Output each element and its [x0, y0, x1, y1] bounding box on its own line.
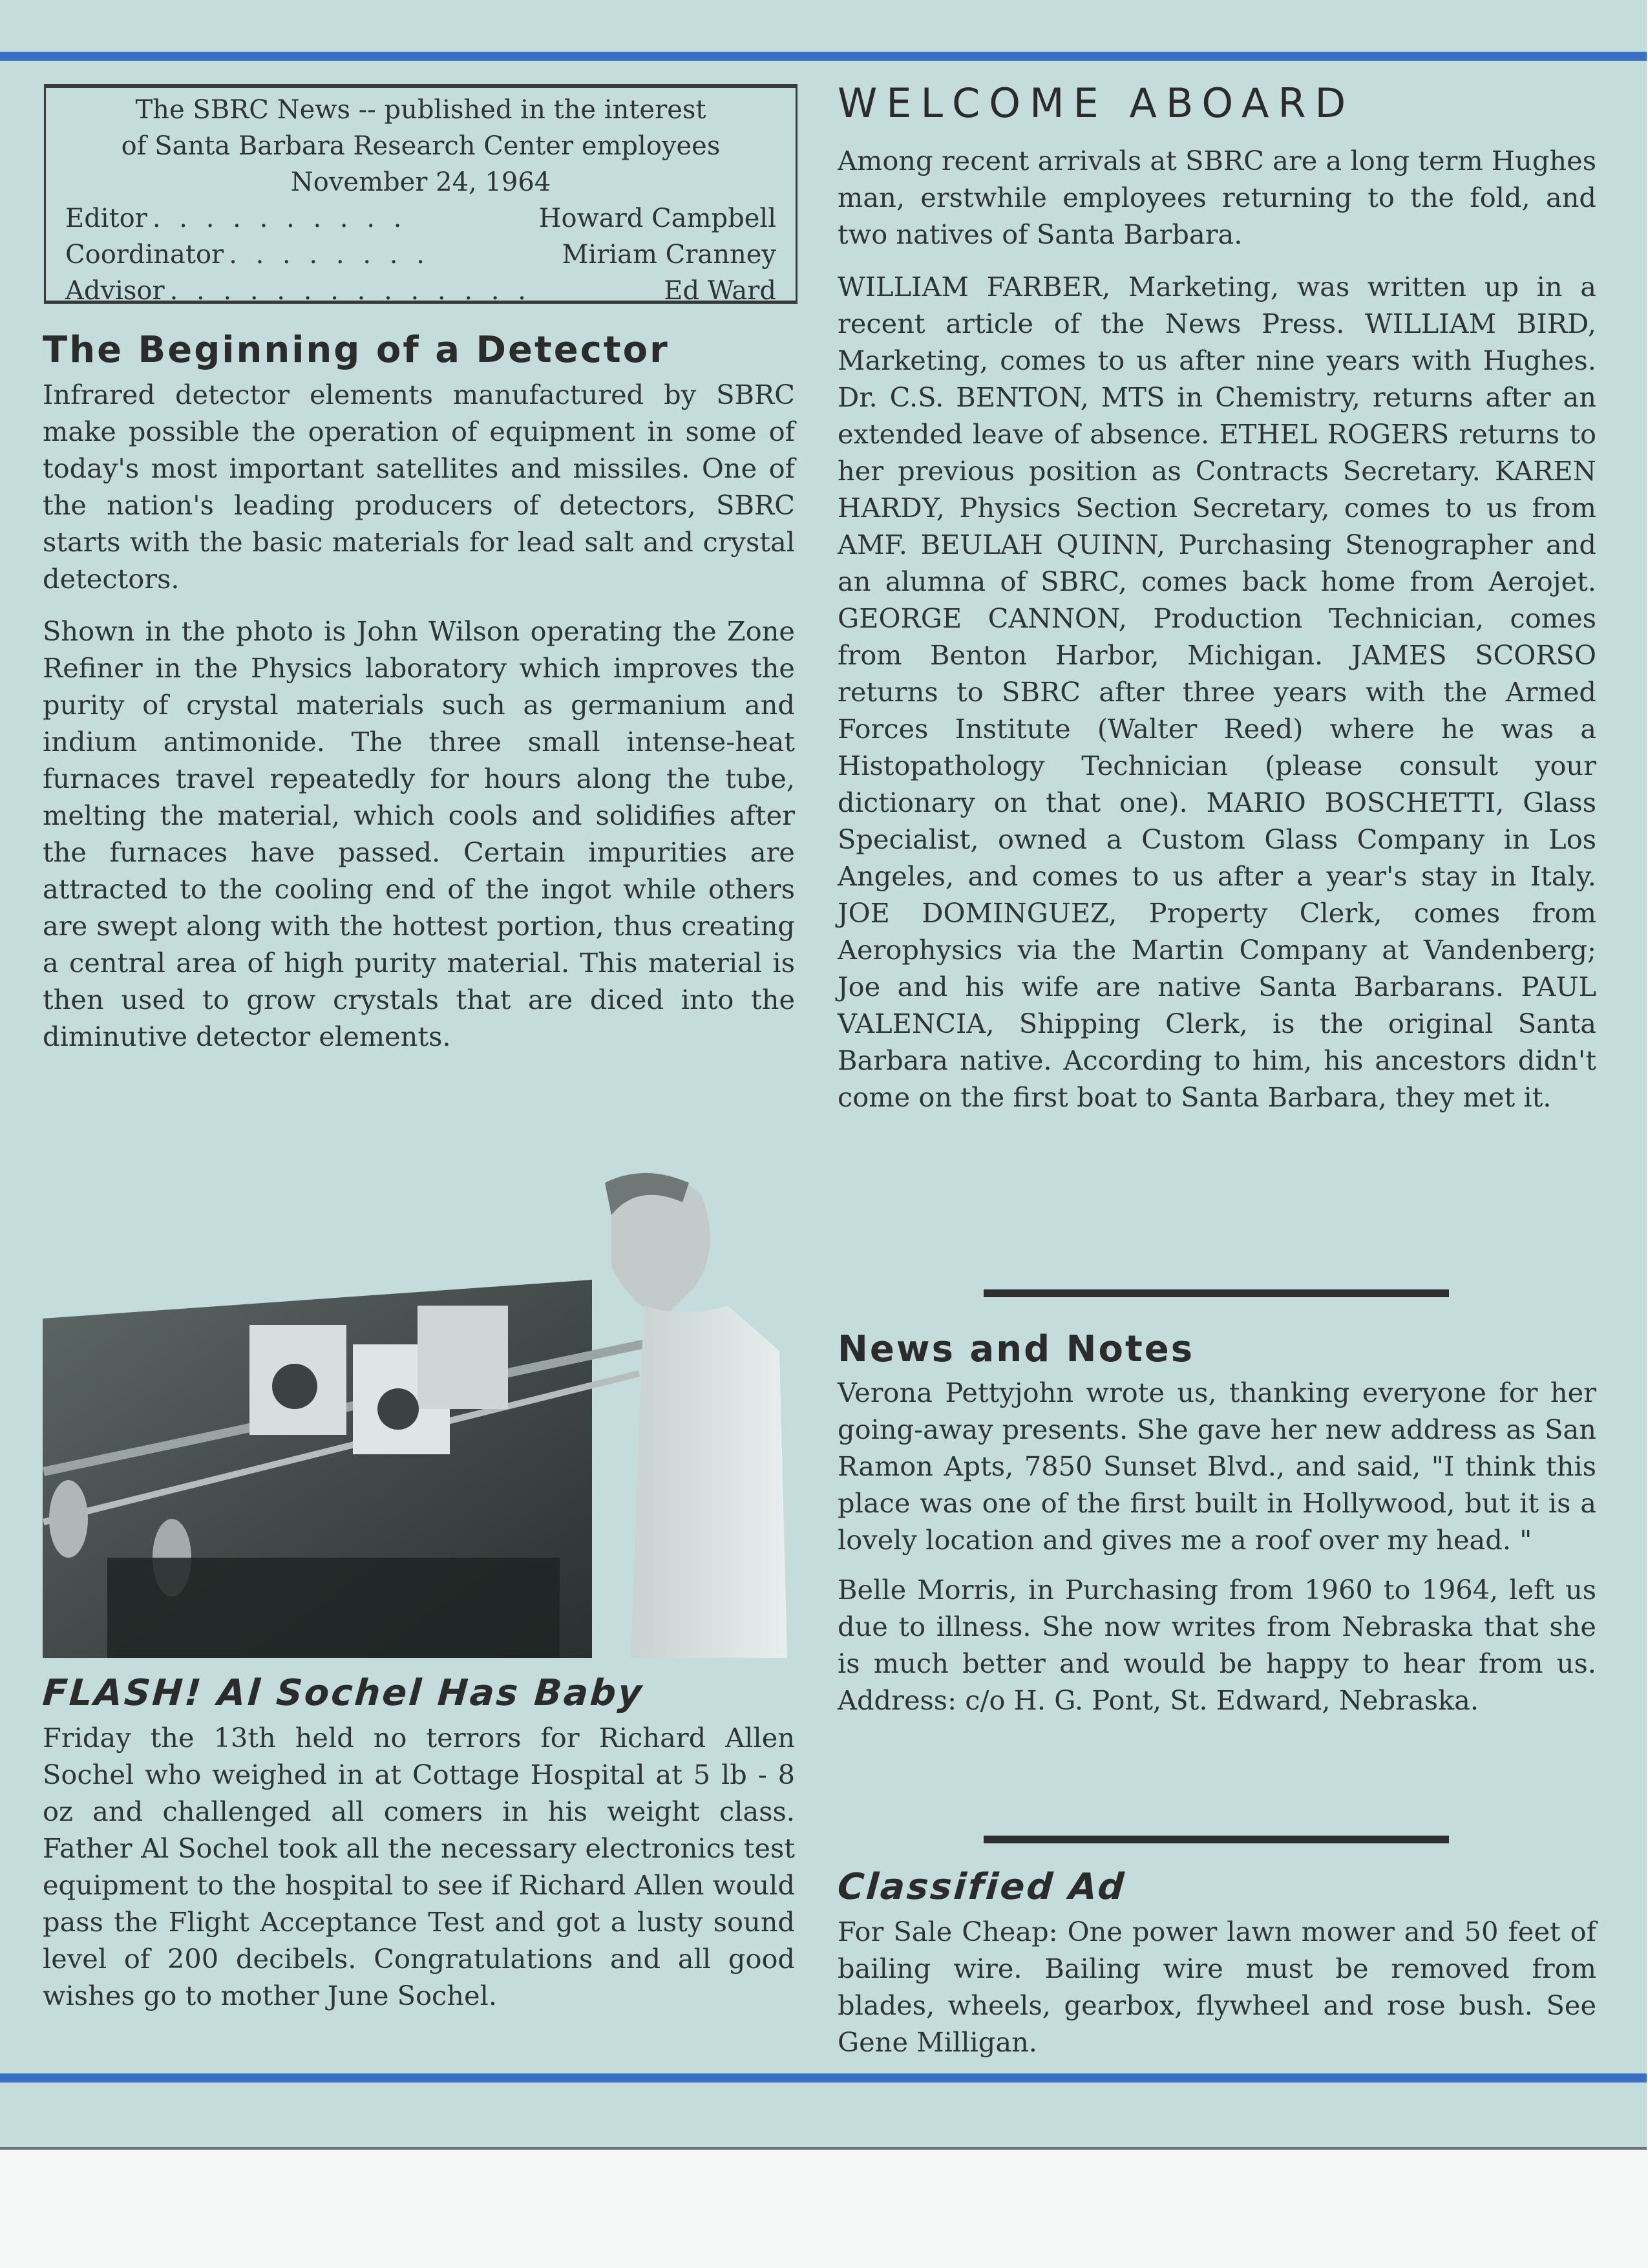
detector-article — [43, 324, 795, 1055]
zone-refiner-photo — [43, 1157, 787, 1658]
bottom-blue-rule — [0, 2073, 1647, 2083]
staff-row-editor — [65, 200, 776, 237]
staff-role: Editor — [65, 204, 147, 233]
leader-dots: . . . . . . . . . . . . . . — [169, 276, 531, 306]
detector-article-title: The Beginning of a Detector — [43, 329, 670, 371]
classified-title: Classified Ad — [836, 1866, 1128, 1908]
operator-lab-coat — [631, 1306, 787, 1658]
flash-article — [43, 1668, 795, 2014]
masthead-box — [44, 84, 798, 304]
classified-body: For Sale Cheap: One power lawn mower and 50 feet of bailing wire. Bailing wire must be removed from blades, wheels, gearbox, flywheel and rose bush. See Gene Milligan. — [838, 1916, 1596, 2058]
leader-dots: . . . . . . . . . . — [152, 204, 407, 233]
classified-article — [838, 1861, 1596, 2061]
section-divider-2 — [984, 1836, 1449, 1843]
detector-paragraph-2: Shown in the photo is John Wilson operating the Zone Refiner in the Physics laboratory which improves the purity of crystal materials such as germanium and indium antimonide. The three small intense-heat furnaces travel repeatedly for hours along the tube, melting the material, which cools and solidifies after the furnaces have passed. Certain impurities are attracted to the cooling end of the ingot while others are swept along with the hottest portion, thus creating a central area of high purity material. This material is then used to grow crystals that are diced into the diminutive detector elements. — [43, 615, 795, 1052]
staff-name: Ed Ward — [664, 276, 776, 306]
masthead-line-2: of Santa Barbara Research Center employees — [121, 131, 721, 161]
staff-role: Coordinator — [65, 240, 224, 270]
staff-role: Advisor — [65, 276, 165, 306]
staff-row-coordinator — [65, 237, 776, 273]
masthead-date: November 24, 1964 — [290, 167, 551, 197]
flash-article-title: FLASH! Al Sochel Has Baby — [41, 1672, 645, 1714]
furnace-3 — [417, 1306, 508, 1409]
leader-dots: . . . . . . . . — [229, 240, 430, 270]
news-notes-article — [838, 1325, 1596, 1719]
flash-article-body: Friday the 13th held no terrors for Richard Allen Sochel who weighed in at Cottage Hospital at 5 lb - 8 oz and challenged all comers in his weight class. Father Al Sochel took all the necessary electronics test equipment to the hospital to see if Richard Allen would pass the Flight Acceptance Test and got a lusty sound level of 200 decibels. Congratulations and all good wishes go to mother June Sochel. — [43, 1722, 795, 2011]
masthead-line-1: The SBRC News -- published in the interest — [135, 95, 706, 125]
welcome-paragraph-1: Among recent arrivals at SBRC are a long term Hughes man, erstwhile employees returning to the fold, and two natives of Santa Barbara. — [838, 145, 1596, 250]
news-notes-paragraph-1: Verona Pettyjohn wrote us, thanking everyone for her going-away presents. She gave her new address as San Ramon Apts, 7850 Sunset Blvd., and said, "I think this place was one of the first built in Hollywood, but it is a lovely location and gives me a roof over my head. " — [838, 1377, 1596, 1556]
welcome-article-title: WELCOME ABOARD — [838, 79, 1355, 127]
news-notes-paragraph-2: Belle Morris, in Purchasing from 1960 to 1964, left us due to illness. She now writes from Nebraska that she is much better and would be happy to hear from us. Address: c/o H. G. Pont, St. Edward, Nebraska. — [838, 1574, 1596, 1716]
staff-name: Miriam Cranney — [562, 240, 776, 270]
top-blue-rule — [0, 52, 1647, 61]
staff-name: Howard Campbell — [538, 204, 776, 233]
news-notes-title: News and Notes — [838, 1328, 1195, 1370]
staff-row-advisor — [65, 273, 776, 309]
welcome-paragraph-2: WILLIAM FARBER, Marketing, was written up in a recent article of the News Press. WILLIAM BIRD, Marketing, comes to us after nine years with Hughes. Dr. C.S. BENTON, MTS in Chemistry, returns after an extended leave of absence. ETHEL ROGERS returns to her previous position as Contracts Secretary. KAREN HARDY, Physics Section Secretary, comes to us from AMF. BEULAH QUINN, Purchasing Stenographer and an alumna of SBRC, comes back home from Aerojet. GEORGE CANNON, Production Technician, comes from Benton Harbor, Michigan. JAMES SCORSO returns to SBRC after three years with the Armed Forces Institute (Walter Reed) where he was a Histopathology Technician (please consult your dictionary on that one). MARIO BOSCHETTI, Glass Specialist, owned a Custom Glass Company in Los Angeles, and comes to us after a year's stay in Italy. JOE DOMINGUEZ, Property Clerk, comes from Aerophysics via the Martin Company at Vandenberg; Joe and his wife are native Santa Barbarans. PAUL VALENCIA, Shipping Clerk, is the original Santa Barbara native. According to him, his ancestors didn't come on the first boat to Santa Barbara, they met it. — [838, 271, 1596, 1113]
section-divider-1 — [984, 1289, 1449, 1297]
detector-paragraph-1: Infrared detector elements manufactured by SBRC make possible the operation of equipment in some of today's most important satellites and missiles. One of the nation's leading producers of detectors, SBRC starts with the basic materials for lead salt and crystal detectors. — [43, 379, 795, 595]
welcome-article — [838, 76, 1596, 1116]
